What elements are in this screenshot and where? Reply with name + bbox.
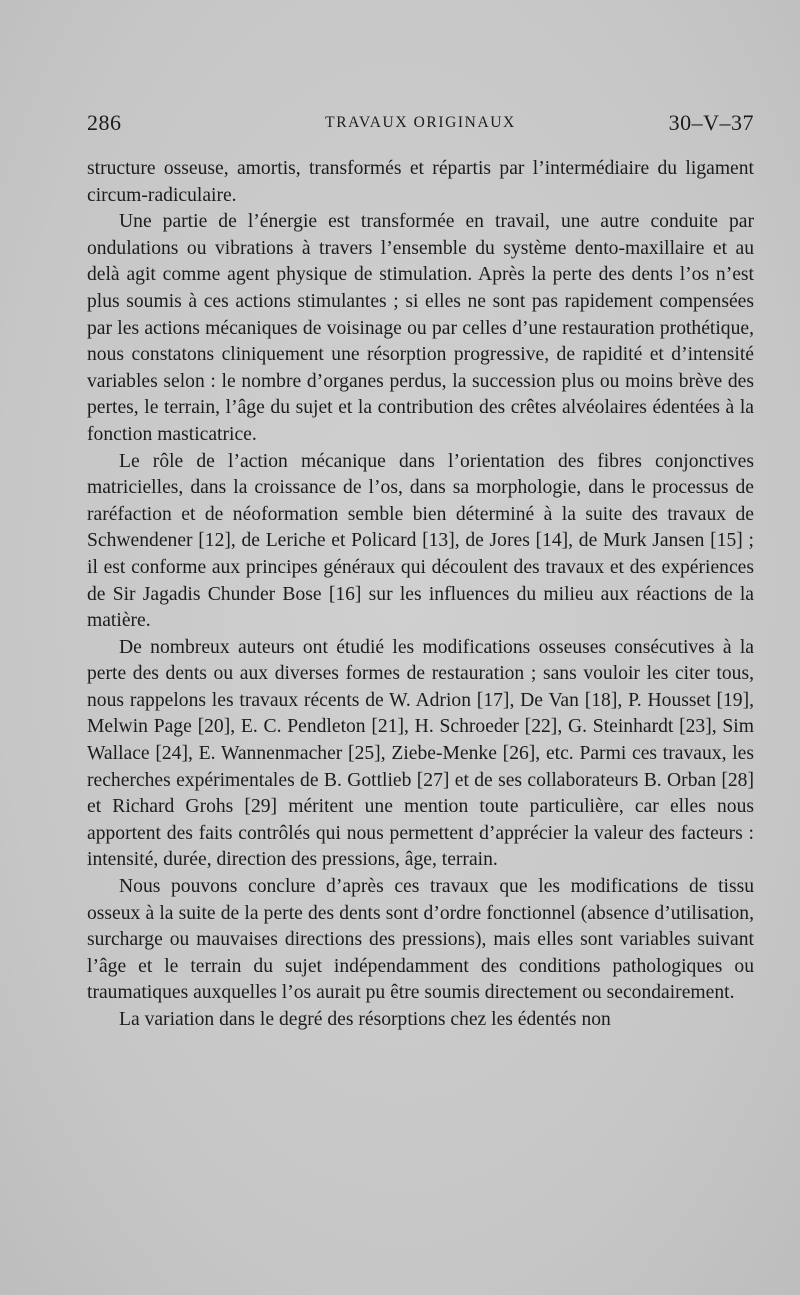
paragraph-5: Nous pouvons conclure d’après ces travaux que les modifications de tissu osseux à la suite de la perte des dents sont d’ordre fonctionnel (absence d’utilisation, surcharge ou mauvaises directions des pressions), mais elles sont variables suivant l’âge et le terrain du sujet indépendamment des conditions pathologiques ou traumatiques auxquelles l’os aurait pu être soumis directement ou secondairement.: [87, 876, 754, 1004]
page-header: [87, 110, 754, 140]
running-title: TRAVAUX ORIGINAUX: [325, 114, 516, 131]
body-text: [87, 156, 754, 1034]
paragraph-2: Une partie de l’énergie est transformée en travail, une autre conduite par ondulations ou vibrations à travers l’ensemble du système dento-maxillaire et au delà agit comme agent physique de stimulation. Après la perte des dents l’os n’est plus soumis à ces actions stimulantes ; si elles ne sont pas rapidement compensées par les actions mécaniques de voisinage ou par celles d’une restauration prothétique, nous constatons cliniquement une résorption progressive, de rapidité et d’intensité variables selon : le nombre d’organes perdus, la succession plus ou moins brève des pertes, le terrain, l’âge du sujet et la contribution des crêtes alvéolaires édentées à la fonction masticatrice.: [87, 211, 754, 445]
paragraph-6: La variation dans le degré des résorptions chez les édentés non: [119, 1009, 611, 1030]
paragraph-3: Le rôle de l’action mécanique dans l’orientation des fibres conjonctives matricielles, dans la croissance de l’os, dans sa morphologie, dans le processus de raréfaction et de néoformation semble bien déterminé à la suite des travaux de Schwendener [12], de Leriche et Policard [13], de Jores [14], de Murk Jansen [15] ; il est conforme aux principes généraux qui découlent des travaux et des expériences de Sir Jagadis Chunder Bose [16] sur les influences du milieu aux réactions de la matière.: [87, 450, 754, 632]
paragraph-4: De nombreux auteurs ont étudié les modifications osseuses consécutives à la perte des dents ou aux diverses formes de restauration ; sans vouloir les citer tous, nous rappelons les travaux récents de W. Adrion [17], De Van [18], P. Housset [19], Melwin Page [20], E. C. Pendleton [21], H. Schroeder [22], G. Steinhardt [23], Sim Wallace [24], E. Wannenmacher [25], Ziebe-Menke [26], etc. Parmi ces travaux, les recherches expérimentales de B. Gottlieb [27] et de ses collaborateurs B. Orban [28] et Richard Grohs [29] méritent une mention toute particulière, car elles nous apportent des faits contrôlés qui nous permettent d’apprécier la valeur des facteurs : intensité, durée, direction des pressions, âge, terrain.: [87, 636, 754, 871]
page-number: 286: [87, 110, 122, 135]
book-page: [87, 110, 754, 1030]
paragraph-1: structure osseuse, amortis, transformés et répartis par l’intermédiaire du ligament circum-radiculaire.: [87, 158, 754, 206]
issue-date: 30–V–37: [668, 110, 754, 135]
